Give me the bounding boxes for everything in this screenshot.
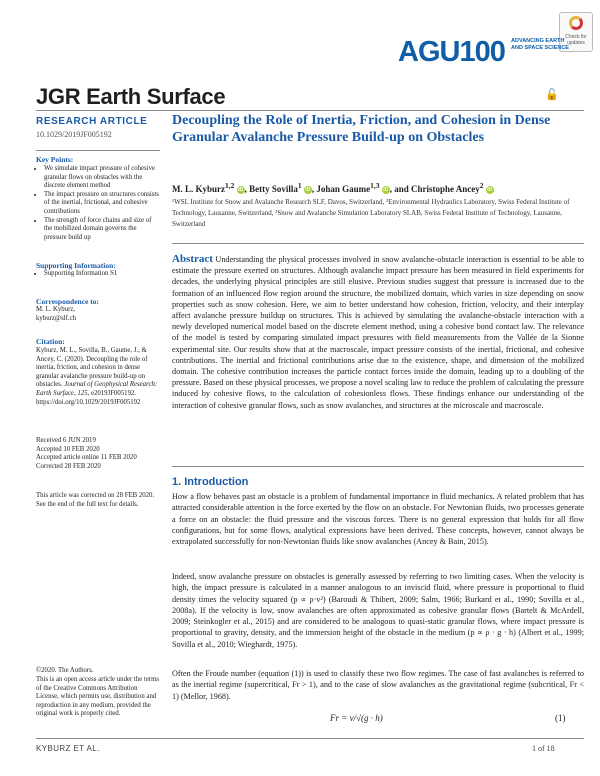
copyright: ©2020. The Authors. [36,667,94,674]
article-doi: 10.1029/2019JF005192 [36,130,112,139]
author-sep: , [389,184,393,194]
abstract-divider [172,243,584,244]
key-point: • The strength of force chains and size of the mobilized domain governs the pressure build up [44,217,160,243]
supporting-info-heading: Supporting Information: [36,261,116,270]
update-icon [569,16,583,30]
header-divider [36,110,584,111]
author-name: Betty Sovilla [249,184,298,194]
author-name: Johan Gaume [316,184,371,194]
dates [36,437,160,471]
agu-tagline: ADVANCING EARTH AND SPACE SCIENCE [511,38,569,51]
author-name: M. L. Kyburz [172,184,225,194]
citation-heading: Citation: [36,337,65,346]
open-access-icon: 🔓 [545,89,559,101]
orcid-icon[interactable]: iD [487,186,493,193]
orcid-icon[interactable]: iD [305,186,311,193]
key-points-heading: Key Points: [36,155,74,164]
badge-text: Check for updates [565,34,587,46]
author-affil: 1 [297,181,302,190]
key-point: • The impact pressure on structures consists of the inertial, frictional, and cohesive contributions [44,191,160,217]
author-affil: 1,3 [370,181,380,190]
date-received: Received 6 JUN 2019 [36,437,96,444]
intro-paragraph-1: How a flow behaves past an obstacle is a problem of fundamental importance in fluid mechanics. A related problem that has attracted considerable attention is the force exerted by the flow on an obstacle. For Newtonian fluids, two processes generate a force on an obstacle: the fluid pressure and the viscous forces. There is no general expression that holds for all flow configurations, but for some flows, analytical expressions have been derived. These concepts, however, cannot always be extrapolated successfully for non-Newtonian fluids like snow avalanches (Ancey & Bain, 2015). [172,492,584,547]
correspondence-heading: Correspondence to: [36,297,99,306]
journal-name: JGR Earth Surface [36,84,226,109]
affiliations: ¹WSL Institute for Snow and Avalanche Research SLF, Davos, Switzerland, ²Environmental Hydraulics Laboratory, Swiss Federal Institute of Technology, Lausanne, Switzerland, ³Snow and Avalanche Simulation Laboratory SLAB, Swiss Federal Institute of Technology, Lausanne, Switzerland [172,198,570,228]
intro-divider [172,466,584,467]
citation-text: Kyburz, M. L., Sovilla, B., Gaume, J., & Ancey, C. (2020). Decoupling the role of inertia, friction, and cohesion in dense granular avalanche pressure build-up on obstacles. [36,347,148,389]
date-online: Accepted article online 11 FEB 2020 [36,454,137,462]
article-type: RESEARCH ARTICLE [36,116,148,127]
intro-paragraph-3: Often the Froude number (equation (1)) is used to classify these two flow regimes. The case of fast avalanches is referred to as the inertial regime (supercritical, Fr > 1), and to the case of slow avalanches as the gravitational regime (subcritical, Fr < 1) (Mellor, 1968). [172,669,584,701]
citation-journal: Journal of Geophysical Research: Earth Surface, 125, [36,381,158,397]
correspondence [36,306,160,323]
correction-note: This article was corrected on 28 FEB 2020. See the end of the full text for details. [36,492,155,508]
intro-paragraph-2: Indeed, snow avalanche pressure on obstacles is generally assessed by referring to two limiting cases. When the velocity is high, the impact pressure is calculated in a manner analogous to an inviscid fluid, where pressure is proportional to fluid density times the velocity squared (p ∝ ρ·v²) (Baroudi & Thibert, 2009; Salm, 1966; Burkard et al., 1990; Sovilla et al., 2008a). If the velocity is low, snow avalanches are often approximated as cohesive granular flows (Bartelt & McArdell, 2009; Steinkogler et al., 2015) and are considered to be analogous to quasi-static granular flows, where impact pressure is proportional to gravity, density, and the immersion height of the obstacle in the medium (p ∝ ρ · g · h) (Albert et al., 1999; Sovilla et al., 2010; Wieghardt, 1975). [172,572,584,649]
supporting-info-link[interactable]: • Supporting Information S1 [44,270,160,279]
agu-logo: AGU100 [398,36,505,68]
footer-authors: KYBURZ ET AL. [36,744,100,753]
footer-divider [36,738,584,739]
key-point: • We simulate impact pressure of cohesive granular flows on obstacles with the discrete element method [44,165,160,191]
license-text: This is an open access article under the terms of the Creative Commons Attribution License, which permits use, distribution and reproduction in any medium, provided the original work is properly cited. [36,676,160,718]
author-sep: , [311,184,315,194]
author-affil: 2 [479,181,484,190]
date-corrected: Corrected 28 FEB 2020 [36,462,101,470]
equation-froude: Fr = v/√(g · h) [330,713,383,723]
abstract [172,254,584,411]
corr-email[interactable]: kyburz@slf.ch [36,314,77,322]
citation [36,347,160,407]
sidebar-divider [36,150,160,151]
author-name: and Christophe Ancey [394,184,480,194]
author-sep: , [244,184,247,194]
author-affil: 1,2 [225,181,235,190]
citation-doi[interactable]: e2019JF005192. https://doi.org/10.1029/2019JF005192 [36,389,141,406]
abstract-label: Abstract [172,253,213,265]
corr-name: M. L. Kyburz, [36,306,76,313]
author-list [172,181,592,194]
abstract-text: Understanding the physical processes involved in snow avalanche-obstacle interaction is essential to be able to estimate the pressure exerted on structures. Although avalanche impact pressure has been measured in field experiments for decades, the underlying physical principles are still elusive. Previous studies suggest that pressure is increased due to the formation of an influenced flow region around the structure, the mobilized domain, which varies in size depending on snow properties such as snow cohesion. Here, we aim to better understand how cohesion, friction, velocity, and their interplay affect avalanche pressure buildup on structures. This is achieved by simulating the avalanche-obstacle interaction with a newly developed numerical model based on the discrete element method, using a cohesive bond contact law. The relevance of the model is tested by comparing simulated impact pressures with field measurements from the Vallée de la Sionne experimental site. Our results show that at the macroscale, impact pressure consists of the inertial, frictional, and cohesive contributions. The inertial and frictional contributions arise due to the existence, shape, and dimension of the mobilized domain. The cohesive contribution increases the particle contact forces inside the domain, leading up to a doubling of the pressure. Based on these physical processes, we propose a novel scaling law to reduce the problem of calculating the pressure induced by cohesive flows, to the calculation of cohesionless flows. These findings enhance our understanding of the interaction of cohesive granular flows, such as snow avalanches, and structures at the microscale and macroscale. [172,255,585,410]
key-points-list [36,165,160,242]
page-number: 1 of 18 [532,744,555,753]
supporting-info-list [36,270,160,279]
section-heading: 1. Introduction [172,476,249,488]
orcid-icon[interactable]: iD [383,186,389,193]
equation-number: (1) [555,713,566,723]
date-accepted: Accepted 10 FEB 2020 [36,445,100,453]
orcid-icon[interactable]: iD [238,186,244,193]
article-title: Decoupling the Role of Inertia, Friction, and Cohesion in Dense Granular Avalanche Pressure Build-up on Obstacles [172,113,551,145]
